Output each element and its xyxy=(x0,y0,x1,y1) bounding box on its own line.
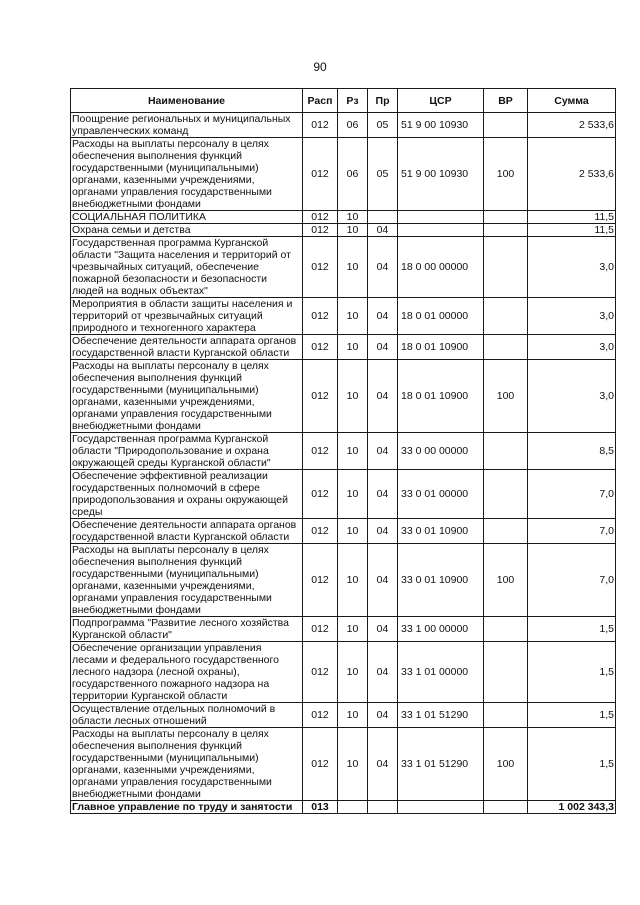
cell-vr xyxy=(484,519,528,544)
cell-rz: 10 xyxy=(338,211,368,224)
cell-name: Осуществление отдельных полномочий в области лесных отношений xyxy=(71,703,303,728)
cell-csr: 33 0 00 00000 xyxy=(398,433,484,470)
cell-name: Государственная программа Курганской области "Защита населения и территорий от чрезвычайных ситуаций, обеспечение пожарной безопасности и безопасности людей на водных объектах" xyxy=(71,237,303,298)
table-row xyxy=(71,138,616,211)
cell-vr xyxy=(484,433,528,470)
cell-sum: 1,5 xyxy=(528,642,616,703)
cell-pr: 04 xyxy=(368,470,398,519)
cell-pr: 05 xyxy=(368,113,398,138)
cell-pr: 04 xyxy=(368,617,398,642)
cell-sum: 8,5 xyxy=(528,433,616,470)
cell-vr xyxy=(484,335,528,360)
cell-rz: 10 xyxy=(338,470,368,519)
cell-pr: 04 xyxy=(368,360,398,433)
cell-sum: 1 002 343,3 xyxy=(528,801,616,814)
cell-sum: 1,5 xyxy=(528,703,616,728)
cell-rz: 10 xyxy=(338,544,368,617)
cell-rz: 10 xyxy=(338,360,368,433)
cell-pr: 05 xyxy=(368,138,398,211)
cell-rasp: 012 xyxy=(303,211,338,224)
cell-csr: 51 9 00 10930 xyxy=(398,113,484,138)
cell-rz: 10 xyxy=(338,335,368,360)
cell-sum: 1,5 xyxy=(528,728,616,801)
cell-rasp: 013 xyxy=(303,801,338,814)
cell-csr: 33 1 00 00000 xyxy=(398,617,484,642)
header-rasp: Расп xyxy=(303,89,338,113)
cell-sum: 7,0 xyxy=(528,470,616,519)
cell-rasp: 012 xyxy=(303,224,338,237)
cell-name: Обеспечение деятельности аппарата органов государственной власти Курганской области xyxy=(71,335,303,360)
cell-rz: 10 xyxy=(338,224,368,237)
cell-csr xyxy=(398,211,484,224)
cell-pr xyxy=(368,211,398,224)
cell-rz: 06 xyxy=(338,113,368,138)
cell-rasp: 012 xyxy=(303,138,338,211)
cell-rz: 10 xyxy=(338,617,368,642)
cell-name: Обеспечение деятельности аппарата органов государственной власти Курганской области xyxy=(71,519,303,544)
cell-csr: 33 0 01 10900 xyxy=(398,519,484,544)
cell-vr xyxy=(484,801,528,814)
table-row xyxy=(71,470,616,519)
cell-csr: 33 1 01 51290 xyxy=(398,703,484,728)
cell-csr: 33 0 01 00000 xyxy=(398,470,484,519)
cell-sum: 11,5 xyxy=(528,224,616,237)
table-row xyxy=(71,642,616,703)
cell-rasp: 012 xyxy=(303,360,338,433)
cell-vr xyxy=(484,298,528,335)
table-row xyxy=(71,617,616,642)
cell-vr: 100 xyxy=(484,544,528,617)
cell-sum: 1,5 xyxy=(528,617,616,642)
cell-rasp: 012 xyxy=(303,703,338,728)
cell-vr xyxy=(484,224,528,237)
cell-vr: 100 xyxy=(484,360,528,433)
cell-sum: 3,0 xyxy=(528,335,616,360)
table-row xyxy=(71,519,616,544)
cell-pr: 04 xyxy=(368,519,398,544)
table-row xyxy=(71,360,616,433)
table-row xyxy=(71,335,616,360)
header-rz: Рз xyxy=(338,89,368,113)
cell-rasp: 012 xyxy=(303,298,338,335)
budget-table xyxy=(70,88,616,814)
table-row xyxy=(71,113,616,138)
page-number: 90 xyxy=(313,60,327,74)
cell-rz: 06 xyxy=(338,138,368,211)
cell-rz: 10 xyxy=(338,237,368,298)
cell-sum: 2 533,6 xyxy=(528,138,616,211)
cell-pr: 04 xyxy=(368,224,398,237)
cell-name: Государственная программа Курганской области "Природопользование и охрана окружающей среды Курганской области" xyxy=(71,433,303,470)
cell-rasp: 012 xyxy=(303,544,338,617)
cell-csr: 33 1 01 00000 xyxy=(398,642,484,703)
cell-csr: 51 9 00 10930 xyxy=(398,138,484,211)
table-body xyxy=(71,113,616,814)
cell-rz: 10 xyxy=(338,642,368,703)
cell-rz: 10 xyxy=(338,298,368,335)
table-row xyxy=(71,728,616,801)
cell-vr xyxy=(484,617,528,642)
cell-pr: 04 xyxy=(368,703,398,728)
cell-rasp: 012 xyxy=(303,470,338,519)
cell-sum: 3,0 xyxy=(528,298,616,335)
cell-vr xyxy=(484,237,528,298)
header-sum: Сумма xyxy=(528,89,616,113)
cell-sum: 3,0 xyxy=(528,237,616,298)
cell-sum: 7,0 xyxy=(528,544,616,617)
cell-pr: 04 xyxy=(368,544,398,617)
cell-csr xyxy=(398,801,484,814)
cell-name: Обеспечение эффективной реализации государственных полномочий в сфере природопользования и охраны окружающей среды xyxy=(71,470,303,519)
cell-name: Главное управление по труду и занятости xyxy=(71,801,303,814)
cell-sum: 7,0 xyxy=(528,519,616,544)
cell-rasp: 012 xyxy=(303,642,338,703)
cell-vr xyxy=(484,470,528,519)
cell-pr: 04 xyxy=(368,728,398,801)
table-row xyxy=(71,433,616,470)
header-vr: ВР xyxy=(484,89,528,113)
cell-vr xyxy=(484,113,528,138)
cell-sum: 11,5 xyxy=(528,211,616,224)
cell-rasp: 012 xyxy=(303,519,338,544)
cell-name: Расходы на выплаты персоналу в целях обеспечения выполнения функций государственными (муниципальными) органами, казенными учреждениями, органами управления государственными внебюджетными фондами xyxy=(71,728,303,801)
table-row xyxy=(71,224,616,237)
cell-rasp: 012 xyxy=(303,113,338,138)
table-header-row xyxy=(71,89,616,113)
cell-csr: 18 0 00 00000 xyxy=(398,237,484,298)
cell-name: Расходы на выплаты персоналу в целях обеспечения выполнения функций государственными (муниципальными) органами, казенными учреждениями, органами управления государственными внебюджетными фондами xyxy=(71,544,303,617)
header-pr: Пр xyxy=(368,89,398,113)
cell-name: Расходы на выплаты персоналу в целях обеспечения выполнения функций государственными (муниципальными) органами, казенными учреждениями, органами управления государственными внебюджетными фондами xyxy=(71,360,303,433)
cell-rasp: 012 xyxy=(303,617,338,642)
cell-rasp: 012 xyxy=(303,728,338,801)
cell-rz: 10 xyxy=(338,703,368,728)
cell-vr: 100 xyxy=(484,728,528,801)
cell-csr xyxy=(398,224,484,237)
cell-pr: 04 xyxy=(368,237,398,298)
table-row xyxy=(71,211,616,224)
cell-sum: 2 533,6 xyxy=(528,113,616,138)
cell-rasp: 012 xyxy=(303,335,338,360)
cell-csr: 33 0 01 10900 xyxy=(398,544,484,617)
table-row xyxy=(71,544,616,617)
cell-pr: 04 xyxy=(368,642,398,703)
cell-rasp: 012 xyxy=(303,433,338,470)
cell-vr xyxy=(484,642,528,703)
header-csr: ЦСР xyxy=(398,89,484,113)
table-row xyxy=(71,703,616,728)
table-row xyxy=(71,237,616,298)
cell-vr xyxy=(484,211,528,224)
cell-pr: 04 xyxy=(368,298,398,335)
cell-pr: 04 xyxy=(368,433,398,470)
cell-csr: 33 1 01 51290 xyxy=(398,728,484,801)
cell-csr: 18 0 01 10900 xyxy=(398,360,484,433)
cell-pr xyxy=(368,801,398,814)
cell-csr: 18 0 01 00000 xyxy=(398,298,484,335)
cell-name: Обеспечение организации управления лесами и федерального государственного лесного надзора (лесной охраны), государственного пожарного надзора на территории Курганской области xyxy=(71,642,303,703)
cell-rz: 10 xyxy=(338,519,368,544)
cell-rz: 10 xyxy=(338,433,368,470)
cell-csr: 18 0 01 10900 xyxy=(398,335,484,360)
cell-sum: 3,0 xyxy=(528,360,616,433)
cell-rz xyxy=(338,801,368,814)
cell-name: Мероприятия в области защиты населения и территорий от чрезвычайных ситуаций природного и техногенного характера xyxy=(71,298,303,335)
cell-rasp: 012 xyxy=(303,237,338,298)
table-row xyxy=(71,298,616,335)
cell-name: Охрана семьи и детства xyxy=(71,224,303,237)
cell-name: Подпрограмма "Развитие лесного хозяйства Курганской области" xyxy=(71,617,303,642)
cell-vr xyxy=(484,703,528,728)
table-row xyxy=(71,801,616,814)
cell-vr: 100 xyxy=(484,138,528,211)
cell-pr: 04 xyxy=(368,335,398,360)
header-name: Наименование xyxy=(71,89,303,113)
cell-name: СОЦИАЛЬНАЯ ПОЛИТИКА xyxy=(71,211,303,224)
cell-name: Расходы на выплаты персоналу в целях обеспечения выполнения функций государственными (муниципальными) органами, казенными учреждениями, органами управления государственными внебюджетными фондами xyxy=(71,138,303,211)
cell-rz: 10 xyxy=(338,728,368,801)
cell-name: Поощрение региональных и муниципальных управленческих команд xyxy=(71,113,303,138)
